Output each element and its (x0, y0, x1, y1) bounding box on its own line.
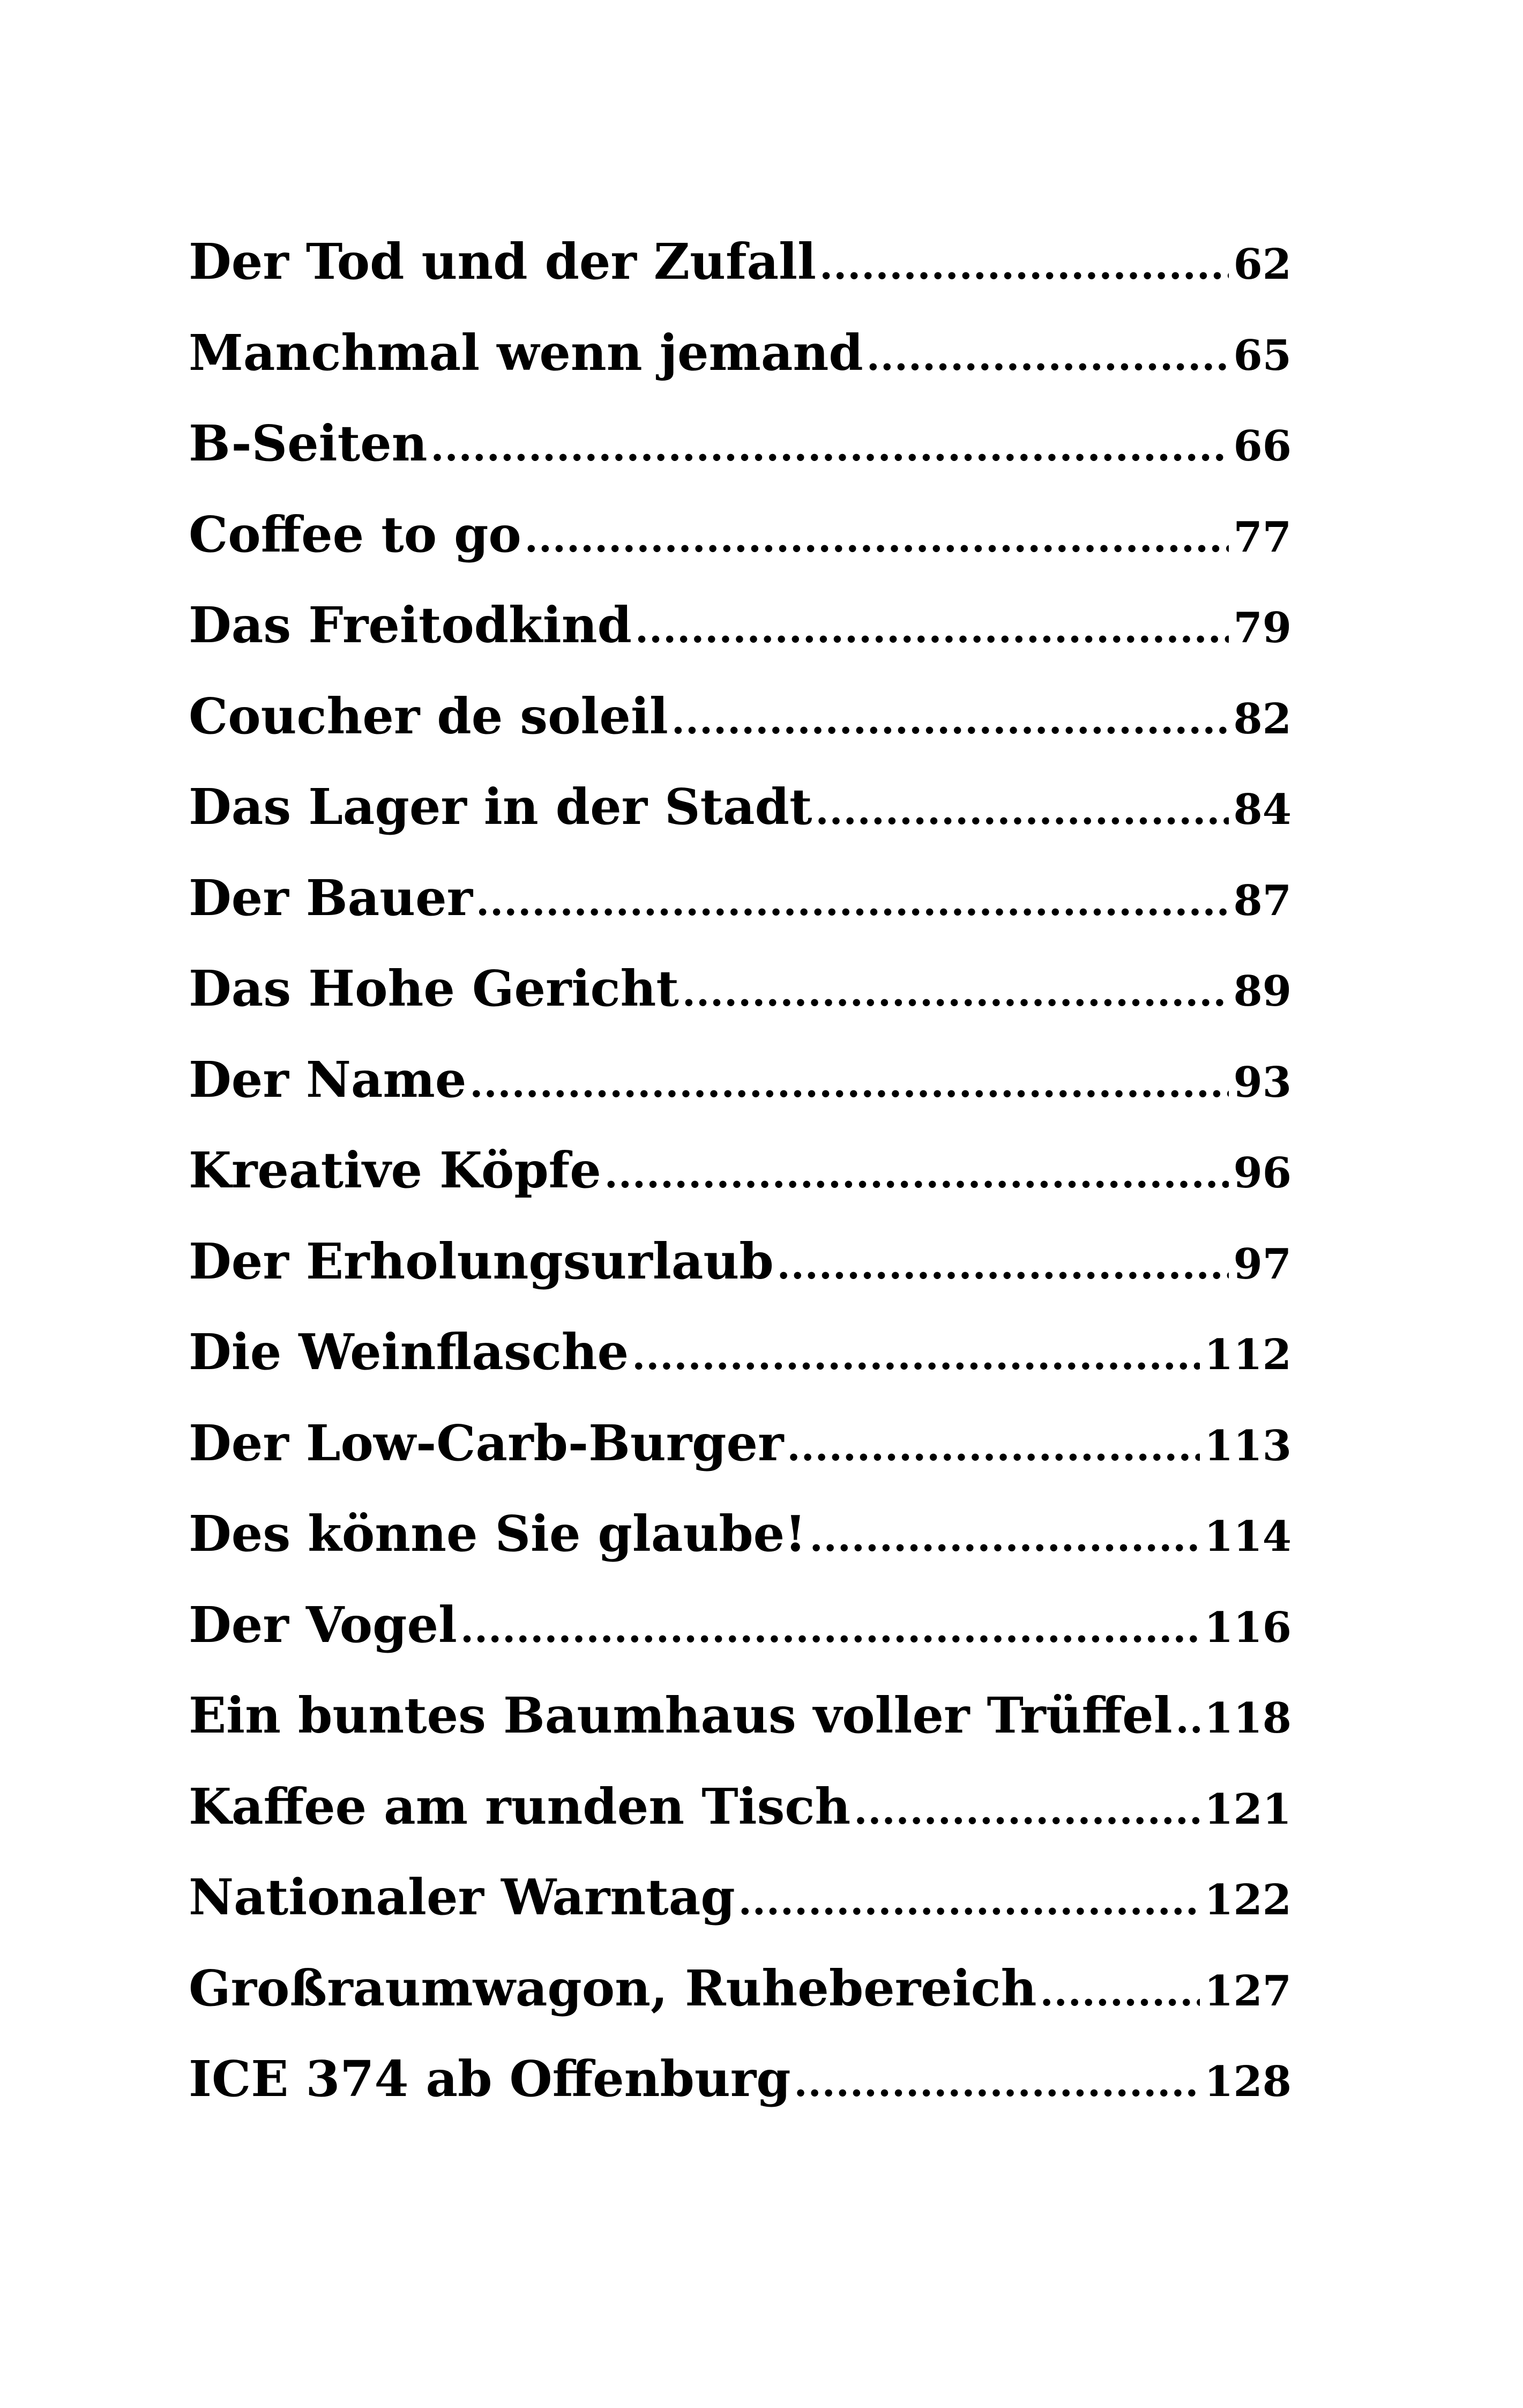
dot-leader (525, 519, 1229, 558)
toc-entry-page: 77 (1233, 512, 1291, 562)
toc-entry-title: Des könne Sie glaube! (189, 1505, 807, 1563)
dot-leader (469, 1064, 1229, 1103)
dot-leader (777, 1246, 1229, 1284)
toc-entry-title: Das Lager in der Stadt (189, 778, 812, 836)
toc-entry[interactable] (189, 1959, 1291, 2055)
toc-entry-page: 97 (1233, 1239, 1291, 1289)
toc-entry[interactable] (189, 1868, 1291, 1964)
toc-entry-page: 62 (1233, 240, 1291, 289)
toc-entry-title: Der Bauer (189, 868, 473, 927)
toc-entry[interactable] (189, 1686, 1291, 1782)
toc-entry[interactable] (189, 687, 1291, 783)
toc-entry[interactable] (189, 1232, 1291, 1328)
dot-leader (867, 337, 1229, 376)
toc-entry-title: Kaffee am runden Tisch (189, 1777, 851, 1835)
toc-entry-page: 82 (1233, 694, 1291, 744)
toc-entry-title: ICE 374 ab Offenburg (189, 2050, 791, 2108)
dot-leader (738, 1882, 1200, 1920)
toc-entry-title: Der Erholungsurlaub (189, 1232, 774, 1290)
toc-entry[interactable] (189, 323, 1291, 419)
toc-entry-title: Das Hohe Gericht (189, 960, 679, 1017)
toc-entry-page: 84 (1233, 785, 1291, 834)
toc-entry-page: 121 (1204, 1785, 1291, 1834)
dot-leader (1176, 1700, 1200, 1738)
toc-entry-page: 96 (1233, 1149, 1291, 1198)
toc-entry-title: Coffee to go (189, 505, 521, 563)
dot-leader (604, 1155, 1229, 1193)
toc-entry[interactable] (189, 505, 1291, 601)
toc-entry-title: Der Vogel (189, 1595, 457, 1654)
dot-leader (476, 882, 1229, 921)
toc-entry[interactable] (189, 1505, 1291, 1600)
toc-entry[interactable] (189, 2050, 1291, 2145)
toc-entry-title: Der Name (189, 1050, 467, 1109)
dot-leader (635, 610, 1229, 648)
toc-entry-title: Der Tod und der Zufall (189, 233, 817, 291)
toc-entry-title: Die Weinflasche (189, 1323, 629, 1381)
dot-leader (854, 1791, 1200, 1830)
dot-leader (1040, 1973, 1200, 2011)
toc-entry-title: Coucher de soleil (189, 687, 668, 745)
toc-entry[interactable] (189, 1141, 1291, 1237)
toc-entry-page: 116 (1204, 1603, 1291, 1652)
dot-leader (794, 2063, 1200, 2102)
table-of-contents (189, 233, 1291, 2145)
toc-entry[interactable] (189, 1414, 1291, 1510)
toc-entry-title: Das Freitodkind (189, 596, 632, 654)
toc-entry-page: 93 (1233, 1058, 1291, 1107)
toc-entry[interactable] (189, 596, 1291, 692)
toc-entry-page: 87 (1233, 876, 1291, 925)
dot-leader (810, 1518, 1200, 1557)
toc-entry-page: 66 (1233, 422, 1291, 471)
toc-entry-page: 112 (1204, 1331, 1291, 1379)
toc-entry-title: Ein buntes Baumhaus voller Trüffel (189, 1686, 1173, 1744)
toc-entry-title: Kreative Köpfe (189, 1141, 601, 1199)
dot-leader (460, 1609, 1200, 1648)
toc-entry[interactable] (189, 868, 1291, 964)
toc-entry-title: Manchmal wenn jemand (189, 323, 863, 382)
toc-entry-page: 79 (1233, 604, 1291, 652)
toc-entry[interactable] (189, 414, 1291, 510)
toc-entry[interactable] (189, 778, 1291, 873)
toc-entry-title: B-Seiten (189, 414, 428, 472)
toc-entry[interactable] (189, 233, 1291, 328)
toc-entry-page: 65 (1233, 331, 1291, 380)
toc-entry-page: 89 (1233, 967, 1291, 1016)
toc-entry[interactable] (189, 960, 1291, 1055)
dot-leader (815, 791, 1229, 830)
toc-entry-page: 114 (1204, 1512, 1291, 1561)
toc-entry[interactable] (189, 1323, 1291, 1418)
toc-entry-title: Der Low-Carb-Burger (189, 1414, 784, 1472)
dot-leader (632, 1336, 1200, 1375)
toc-entry-title: Großraumwagon, Ruhebereich (189, 1959, 1037, 2017)
toc-entry-page: 118 (1204, 1694, 1291, 1743)
toc-entry-title: Nationaler Warntag (189, 1868, 735, 1926)
toc-entry[interactable] (189, 1050, 1291, 1146)
toc-entry-page: 113 (1204, 1421, 1291, 1470)
toc-entry-page: 127 (1204, 1966, 1291, 2016)
dot-leader (682, 973, 1229, 1012)
dot-leader (787, 1428, 1200, 1466)
dot-leader (671, 701, 1229, 739)
toc-entry-page: 128 (1204, 2057, 1291, 2106)
dot-leader (431, 428, 1229, 466)
toc-entry[interactable] (189, 1777, 1291, 1873)
dot-leader (819, 246, 1229, 285)
toc-entry[interactable] (189, 1595, 1291, 1691)
toc-entry-page: 122 (1204, 1876, 1291, 1924)
